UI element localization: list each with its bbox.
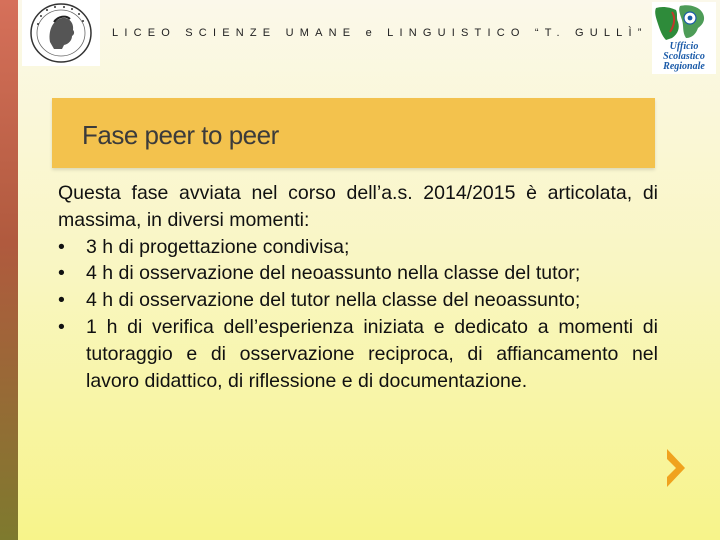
intro-paragraph: Questa fase avviata nel corso dell’a.s. 2014/2015 è articolata, di massima, in diversi momenti:	[58, 182, 658, 231]
list-item	[58, 314, 658, 394]
list-item-text: 3 h di progettazione condivisa;	[86, 235, 350, 258]
bullet-list	[58, 234, 658, 395]
school-seal-icon	[28, 2, 94, 64]
next-slide-button[interactable]	[664, 446, 688, 490]
bullet-symbol: •	[58, 262, 65, 285]
list-item	[58, 260, 658, 287]
slide-title: Fase peer to peer	[82, 120, 279, 150]
school-name-header: LICEO SCIENZE UMANE e LINGUISTICO “T. GULLÌ”	[112, 27, 648, 39]
left-accent-bar	[0, 0, 18, 540]
logo-text-line-2: Scolastico	[663, 51, 705, 62]
chevron-right-icon	[664, 446, 688, 490]
list-item-text: 4 h di osservazione del neoassunto nella classe del tutor;	[86, 262, 581, 285]
list-item-text: 1 h di verifica dell’esperienza iniziata e dedicato a momenti di tutoraggio e di osservazione reciproca, di affiancamento nel lavoro didattico, di riflessione e di documentazione.	[86, 315, 658, 392]
bullet-symbol: •	[58, 315, 65, 338]
logo-text-line-1: Ufficio	[669, 41, 699, 52]
list-item	[58, 234, 658, 261]
bullet-symbol: •	[58, 289, 65, 312]
school-logo	[22, 0, 100, 66]
slide-body	[58, 180, 658, 394]
logo-text-line-3: Regionale	[663, 61, 705, 72]
ufficio-scolastico-regionale-logo	[652, 2, 716, 74]
ufficio-scolastico-regionale-icon	[652, 2, 716, 42]
title-band	[52, 98, 655, 168]
list-item	[58, 287, 658, 314]
list-item-text: 4 h di osservazione del tutor nella classe del neoassunto;	[86, 289, 581, 312]
bullet-symbol: •	[58, 235, 65, 258]
